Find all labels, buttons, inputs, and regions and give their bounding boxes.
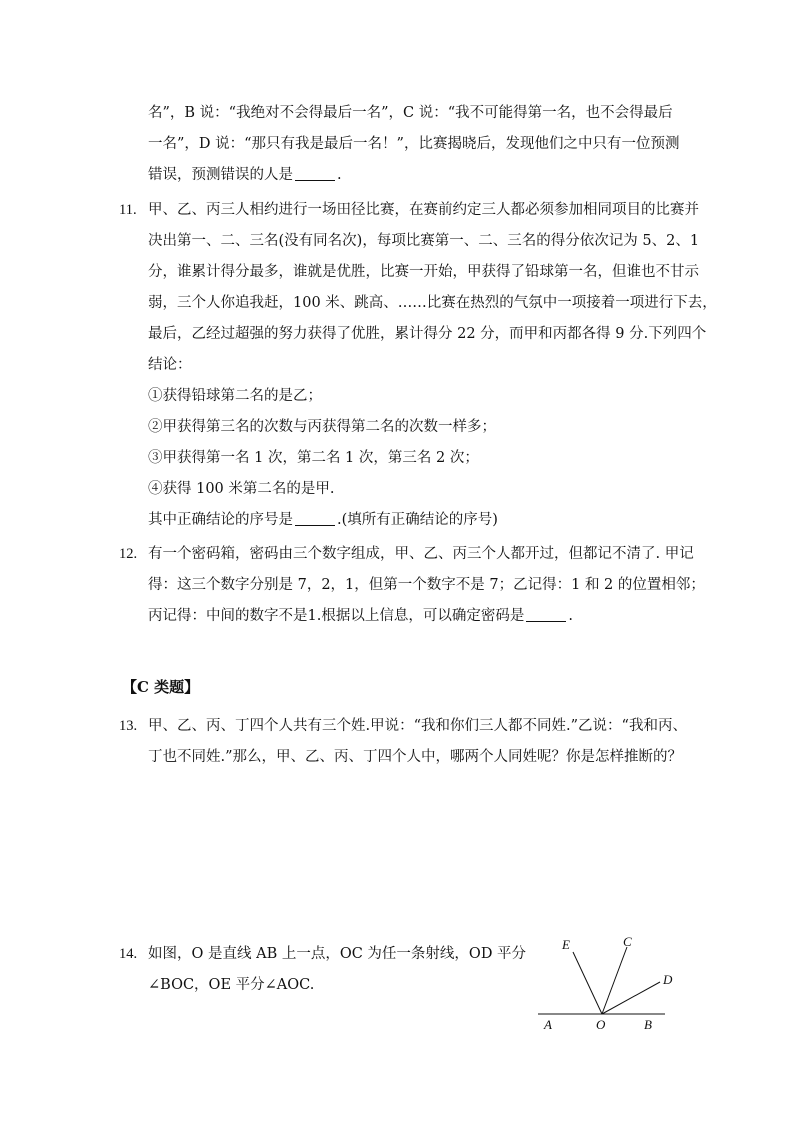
q11-item-3: ③甲获得第一名 1 次，第二名 1 次，第三名 2 次； — [148, 450, 479, 466]
label-d: D — [663, 972, 673, 987]
label-a: A — [544, 1017, 552, 1032]
ray-oe — [573, 952, 602, 1014]
q11-line-4: 弱，三个人你追我赶，100 米、跳高、……比赛在热烈的气氛中一项接着一项进行下去， — [148, 295, 717, 311]
q11-number: 11. — [119, 202, 137, 218]
q11-line-5: 最后，乙经过超强的努力获得了优胜，累计得分 22 分，而甲和丙都各得 9 分.下列四个 — [148, 326, 707, 342]
q11-item-2: ②甲获得第三名的次数与丙获得第二名的次数一样多； — [148, 419, 496, 435]
q11-answer-prefix: 其中正确结论的序号是 — [148, 512, 293, 528]
label-c: C — [623, 934, 632, 949]
q12-answer-blank[interactable] — [526, 607, 566, 622]
q11-line-2: 决出第一、二、三名(没有同名次)，每项比赛第一、二、三名的得分依次记为 5、2、1 — [148, 233, 700, 249]
q10-answer-blank[interactable] — [295, 166, 335, 181]
q12-number: 12. — [119, 546, 138, 562]
q12-line-1: 有一个密码箱，密码由三个数字组成，甲、乙、丙三个人都开过，但都记不清了. 甲记 — [148, 546, 694, 562]
q11-answer-line — [148, 510, 498, 530]
ray-od — [602, 982, 660, 1014]
ray-oc — [602, 947, 627, 1014]
q10-tail: . — [337, 167, 342, 183]
label-o: O — [596, 1017, 606, 1032]
label-e: E — [562, 937, 570, 952]
q12-line-2: 得：这三个数字分别是 7，2，1，但第一个数字不是 7；乙记得：1 和 2 的位置相邻； — [148, 577, 705, 593]
q12-line-3 — [148, 606, 573, 626]
q14-number: 14. — [119, 946, 138, 962]
q11-line-3: 分，谁累计得分最多，谁就是优胜，比赛一开始，甲获得了铅球第一名，但谁也不甘示 — [148, 264, 699, 280]
q11-line-6: 结论： — [148, 357, 192, 373]
q12-line-3-text: 丙记得：中间的数字不是1.根据以上信息，可以确定密码是 — [148, 608, 525, 624]
q11-answer-blank[interactable] — [295, 511, 335, 526]
q11-answer-suffix: .(填所有正确结论的序号) — [337, 512, 498, 528]
q11-line-1: 甲、乙、丙三人相约进行一场田径比赛，在赛前约定三人都必须参加相同项目的比赛并 — [148, 202, 699, 218]
q10-line-1: 名”，B 说：“我绝对不会得最后一名”，C 说：“我不可能得第一名，也不会得最后 — [148, 105, 673, 121]
q14-figure — [530, 930, 680, 1040]
q13-line-1: 甲、乙、丙、丁四个人共有三个姓.甲说：“我和你们三人都不同姓.”乙说：“我和丙、 — [148, 718, 687, 734]
q12-tail: . — [568, 608, 573, 624]
q11-item-1: ①获得铅球第二名的是乙； — [148, 388, 322, 404]
section-c-heading: 【C 类题】 — [122, 678, 200, 696]
q13-number: 13. — [119, 718, 138, 734]
q11-item-4: ④获得 100 米第二名的是甲. — [148, 481, 335, 497]
q13-line-2: 丁也不同姓.”那么，甲、乙、丙、丁四个人中，哪两个人同姓呢？你是怎样推断的？ — [148, 749, 683, 765]
q14-line-1: 如图，O 是直线 AB 上一点，OC 为任一条射线，OD 平分 — [148, 946, 527, 962]
q14-line-2: ∠BOC，OE 平分∠AOC. — [148, 977, 315, 993]
q10-line-2: 一名”，D 说：“那只有我是最后一名！”，比赛揭晓后，发现他们之中只有一位预测 — [148, 136, 680, 152]
q10-line-3-text: 错误，预测错误的人是 — [148, 167, 293, 183]
label-b: B — [644, 1017, 652, 1032]
q10-line-3 — [148, 165, 342, 185]
